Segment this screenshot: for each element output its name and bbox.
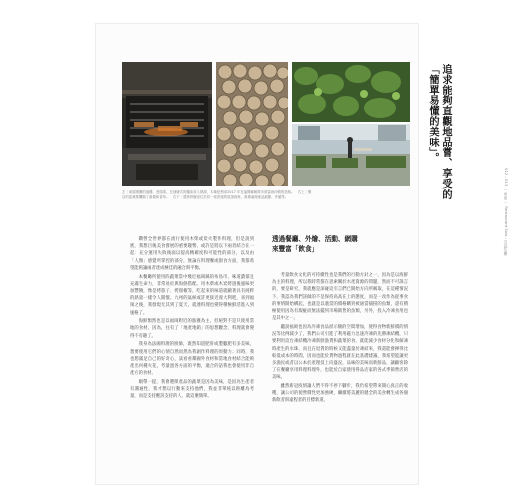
caption-line-1: 左｜南原國團的風樓、悉瑞果。在抽屜式的爐床放入熱源，木柴是利用2017 年在福岡縣朝岡市被雷雨沖倒的造林。 右上｜搬 <box>122 190 312 194</box>
photo-firewood-stack <box>216 62 288 186</box>
paragraph: 順帶一提，我會選擇產品的蔬菜是因為美味，是因為生產者有溝通性，我才想以行動來支持他們，我並非單純以距離為考量，而是支持應該支持的人，就這麼簡單。 <box>130 379 254 400</box>
section-heading <box>272 234 410 254</box>
grill-illustration <box>122 62 212 186</box>
section-heading-line-2: 來豐富「飲食」 <box>272 245 319 253</box>
paragraph: 雖然新冠疫情讓人們不得不停下腳步，我仍希望帶來開心真正的收穫，讓公司的使營價性更加強硬，繼續將美麗的健全的美食轉生成各個新飲者與遠程者的目標新道。 <box>272 384 408 404</box>
paragraph: 鑽營全世界都在流行使用木柴或炭火製作料理，但是說到底，我想目後美食發展的重要趨勢，或許是將以下兩者結合在一起：充分運用失敗後面以提高精確度和可能性的部分，以及由「人類」感覺所掌控的部分，無論在料理餐或甜食方面，我都希望能夠讓兩者達成極佳的融合與平衡。 <box>130 237 254 271</box>
photo-caption <box>122 190 410 200</box>
paragraph: 本餐廳所使用的蔬菜當中幾近福岡縣的糸島市，味道濃郁且充滿生命力，非常易於與海鮮搭配。用木柴或木炭烤過後風味更加豐饒，像是烤茄子、烤甜椒等，吃起來的味道就顯著具有純粹的熱量一樣令人開懷。九州的氣候或許更接近義大利吧，來到福岡之後，我發現尤其到了夏天，就連料理也變得積極鮮活進入到風格了。 <box>130 274 254 316</box>
pull-quote-line-2: 「簡單易懂的美味」。 <box>427 64 439 163</box>
magazine-page <box>96 24 509 484</box>
paragraph: 我身為法國料理的廚師，既然知道肥肝或製臘肥有多美味，想要使用它們的心情自然而然為我創作料理的原動力；同時，我也想滿足自己的好奇心，試看看鄰國外食材和當地食材結合能夠產出何種火花，考量過各方面的平衡，適合的話我也會使用非自產方的食材。 <box>130 342 254 377</box>
paragraph: 聽說福岡也因為冷凍食品淤示額的空間增加，使得食物新鮮價的情況等比例減少了，我們公司引進了利用磁力急速冷凍的先勝凍結機，只要利用這台凍結機冷凍新鮮漁貨和蔬菜的食，就能減少食材分化和解凍時產生的水珠，而且在退貨的時候又能盡量於凍結來，我還能發揮得比較低成本的時間，因而也能於貨物過程就在此基礎建議，我希望能讓更多漁民或者以公本於產理技上向盛況，品味的美味而新鮮品，讓顧客除了在餐廳享用料理料理外，也能於自家使用得品店家的各式季節營店的美味。 <box>272 324 408 381</box>
garden-illustration <box>292 62 410 186</box>
pull-quote-line-1: 追求能夠直觀地品嘗、享受的 <box>440 64 452 200</box>
photo-herbs-and-rooftop <box>292 62 410 186</box>
section-heading-line-1: 透過餐廳、外燴、活動、網購 <box>272 235 358 243</box>
caption-line-2: 自的盆栽推攤隔了新栗和香草。 右下｜農物實驗室位於同一座設施的屋頂庭角，我養處理產品調節、外確等。 <box>122 195 289 199</box>
firewood-illustration <box>216 62 288 186</box>
running-folio: 012・013 ｜ 甲章 ｜ Restaurant Sola・吉武広樹 <box>504 168 509 256</box>
photo-wood-fire-grill <box>122 62 212 186</box>
body-column-left <box>130 236 254 402</box>
pull-quote <box>426 64 452 244</box>
paragraph: 海鮮類然也是以福岡附近的漁獲為主，但絕對不是只使用當地的食材，因為，往有了「地產地銷」的思想觀念，料理就會變得不有趣了。 <box>130 319 254 339</box>
paragraph: 考量飲食文化的可持續性也是我們的行動方針之一，因為是以海鮮為主的料理，所以我時常都在思索關於水產資源的問題，然而不可諱言的，要是研究，我就應是深碰這引言們已開始方向所稱取，在這種情況下，我認為我們該做的不是保持高高在上的態度，而是一改作為從事食的事情開始構起，也就是以適當的價格購買被通當捕撈的魚類，還有積極使用因為有瑕疵而無法擺到市場販售的魚類，另外，投入冷凍食用也是其中之一。 <box>272 273 408 322</box>
body-column-right <box>272 272 408 406</box>
